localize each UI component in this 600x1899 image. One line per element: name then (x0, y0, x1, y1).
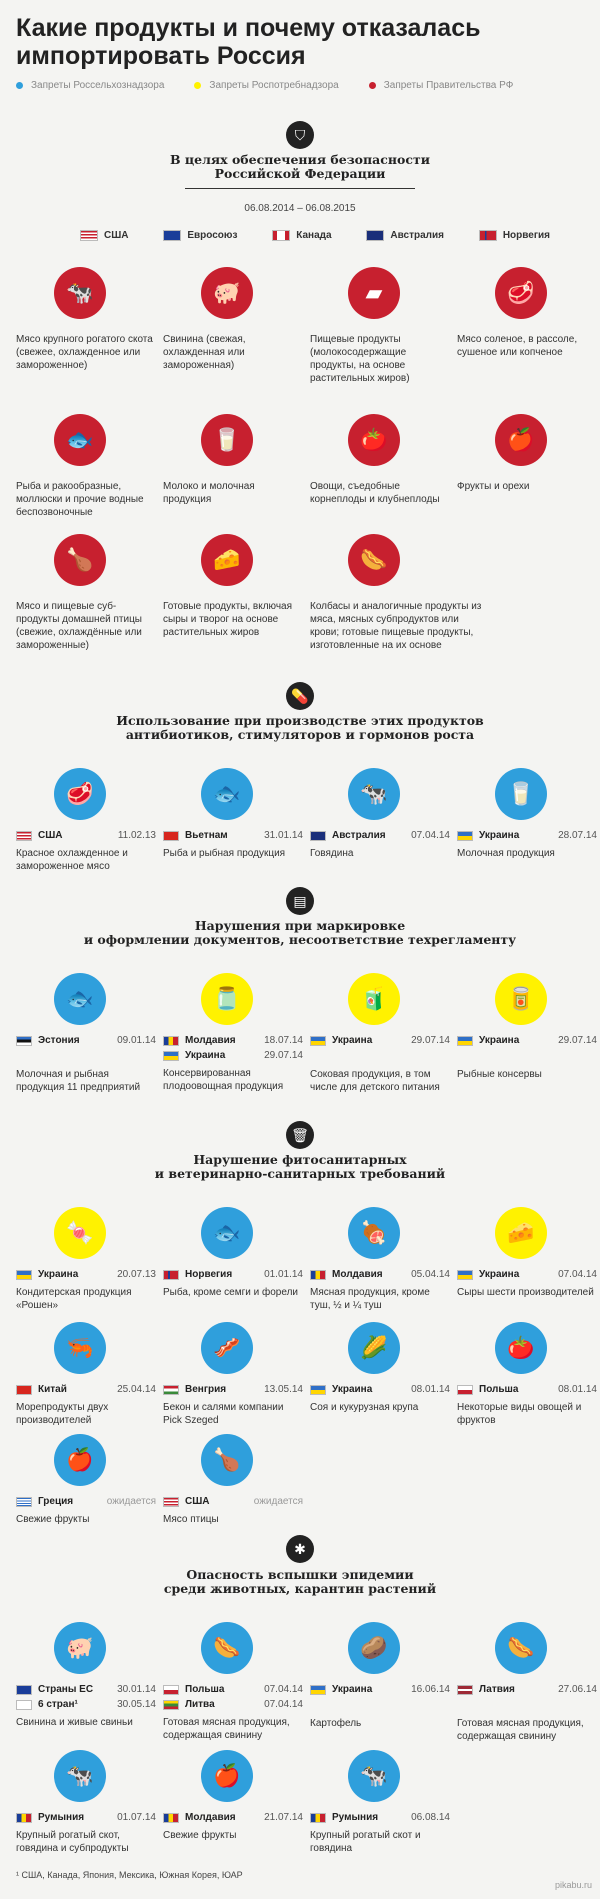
estonia-flag-icon (16, 1036, 32, 1046)
ham-icon: 🍖 (348, 1207, 400, 1259)
legend-item-rosselkhoznadzor (16, 80, 164, 91)
product-desc: Рыбные консервы (457, 1069, 542, 1080)
ban-item (310, 1750, 450, 1855)
product-desc: Фрукты и орехи (457, 481, 530, 492)
fish-icon: 🐟 (201, 768, 253, 820)
australia-flag-icon (310, 831, 326, 841)
apple-icon: 🍎 (54, 1434, 106, 1486)
hungary-flag-icon (163, 1385, 179, 1395)
product-item (163, 414, 303, 506)
product-desc: Крупный рогатый скот, говядина и субпродукты (16, 1830, 129, 1854)
product-desc: Готовые продукты, включая сыры и творог на основе растительных жиров (163, 601, 293, 638)
product-desc: Мясо соленое, в рассоле, сушеное или копченое (457, 334, 578, 358)
ban-item (163, 1434, 303, 1526)
apple-icon: 🍎 (495, 414, 547, 466)
legend-label: Запреты Россельхознадзора (31, 80, 165, 91)
greece-flag-icon (16, 1497, 32, 1507)
country-row: Литва 07.04.14 (163, 1699, 303, 1710)
country-row: Латвия 27.06.14 (457, 1684, 597, 1695)
country-row: Греция ожидается (16, 1496, 156, 1507)
steak-icon: 🥩 (54, 768, 106, 820)
ban-item (310, 973, 450, 1094)
usa-flag-icon (16, 831, 32, 841)
shrimp-icon: 🦐 (54, 1322, 106, 1374)
ban-item (310, 1322, 450, 1414)
potato-icon: 🥔 (348, 1622, 400, 1674)
flag-eu: Евросоюз (163, 230, 237, 241)
legend-item-rospotrebnadzor (194, 80, 338, 91)
product-desc: Соковая продукция, в том числе для детского питания (310, 1069, 440, 1093)
country-row: Украина 29.07.14 (457, 1035, 597, 1046)
eu-flag-icon (163, 230, 181, 241)
romania-flag-icon (16, 1813, 32, 1823)
moldova-flag-icon (310, 1270, 326, 1280)
candy-icon: 🍬 (54, 1207, 106, 1259)
country-row: Китай 25.04.14 (16, 1384, 156, 1395)
pill-icon: 💊 (286, 682, 314, 710)
country-row: Эстония 09.01.14 (16, 1035, 156, 1046)
usa-flag-icon (80, 230, 98, 241)
ukraine-flag-icon (310, 1036, 326, 1046)
product-desc: Мясо птицы (163, 1514, 219, 1525)
country-row: Польша 08.01.14 (457, 1384, 597, 1395)
date-range: 06.08.2014 – 06.08.2015 (244, 203, 356, 214)
legend-item-government (369, 80, 514, 91)
product-desc: Говядина (310, 848, 354, 859)
product-desc: Мясная продукция, кроме туш, ½ и ¼ туш (310, 1287, 430, 1311)
eu-flag-icon (16, 1685, 32, 1695)
footnote: ¹ США, Канада, Япония, Мексика, Южная Корея, ЮАР (16, 1870, 243, 1880)
chicken-icon: 🍗 (201, 1434, 253, 1486)
ban-item (163, 1207, 303, 1299)
chicken-icon: 🍗 (54, 534, 106, 586)
sausage-icon: 🌭 (495, 1622, 547, 1674)
country-row: Румыния 01.07.14 (16, 1812, 156, 1823)
country-row: Румыния 06.08.14 (310, 1812, 450, 1823)
fish-icon: 🐟 (54, 414, 106, 466)
country-row: Страны ЕС 30.01.14 (16, 1684, 156, 1695)
country-row: Норвегия 01.01.14 (163, 1269, 303, 1280)
juice-box-icon: 🧃 (348, 973, 400, 1025)
bacon-icon: 🥓 (201, 1322, 253, 1374)
cow-icon: 🐄 (348, 1750, 400, 1802)
trash-bin-icon: 🗑 (286, 1121, 314, 1149)
romania-flag-icon (310, 1813, 326, 1823)
section-title: Нарушение фитосанитарных и ветеринарно-санитарных требований (154, 1152, 446, 1181)
country-row: США ожидается (163, 1496, 303, 1507)
product-item (16, 267, 156, 372)
product-desc: Готовая мясная продукция, содержащая свинину (163, 1717, 290, 1741)
ukraine-flag-icon (163, 1051, 179, 1061)
flag-norway: Норвегия (479, 230, 550, 241)
product-desc: Пищевые продукты (молокосодержащие продукты, на основе растительных жиров) (310, 334, 410, 384)
vietnam-flag-icon (163, 831, 179, 841)
product-item (16, 534, 156, 652)
product-desc: Овощи, съедобные корнеплоды и клубнеплоды (310, 481, 440, 505)
product-item (310, 414, 450, 506)
product-item (457, 414, 597, 493)
product-desc: Молочная и рыбная продукция 11 предприятий (16, 1069, 141, 1093)
product-desc: Молоко и молочная продукция (163, 481, 255, 505)
ban-item (16, 1622, 156, 1729)
product-desc: Мясо крупного рогатого скота (свежее, охлажденное или замороженное) (16, 334, 153, 371)
butter-icon: ▰ (348, 267, 400, 319)
ban-item (457, 1622, 597, 1743)
poland-flag-icon (163, 1685, 179, 1695)
usa-flag-icon (163, 1497, 179, 1507)
legend (16, 80, 586, 91)
ban-item (310, 1622, 450, 1730)
flag-australia: Австралия (366, 230, 444, 241)
product-desc: Бекон и салями компании Pick Szeged (163, 1402, 284, 1426)
divider (185, 188, 415, 189)
product-desc: Рыба и ракообразные, моллюски и прочие водные беспозвоночные (16, 481, 144, 518)
product-desc: Соя и кукурузная крупа (310, 1402, 419, 1413)
pig-icon: 🐖 (201, 267, 253, 319)
vegetables-icon: 🍅 (348, 414, 400, 466)
country-row: Вьетнам 31.01.14 (163, 830, 303, 841)
ukraine-flag-icon (457, 1036, 473, 1046)
ban-item (457, 973, 597, 1081)
product-item (310, 267, 450, 385)
ban-item (163, 1622, 303, 1742)
sausage-icon: 🌭 (201, 1622, 253, 1674)
legend-label: Запреты Роспотребнадзора (209, 80, 339, 91)
country-row: Украина 08.01.14 (310, 1384, 450, 1395)
product-desc: Морепродукты двух производителей (16, 1402, 109, 1426)
ban-item (16, 768, 156, 873)
country-row: Австралия 07.04.14 (310, 830, 450, 841)
flag-canada: Канада (272, 230, 331, 241)
product-desc: Рыба и рыбная продукция (163, 848, 286, 859)
product-item (163, 534, 303, 639)
country-row: Украина 29.07.14 (310, 1035, 450, 1046)
country-row: Польша 07.04.14 (163, 1684, 303, 1695)
product-item (163, 267, 303, 372)
yellow-dot-icon (194, 82, 201, 89)
ban-item (16, 1750, 156, 1855)
virus-icon: ✱ (286, 1535, 314, 1563)
product-desc: Молочная продукция (457, 848, 555, 859)
ban-item (16, 1207, 156, 1312)
ban-item (457, 1322, 597, 1427)
section-title: Нарушения при маркировке и оформлении документов, несоответствие техрегламенту (83, 918, 517, 947)
cow-icon: 🐄 (348, 768, 400, 820)
product-desc: Консервированная плодоовощная продукция (163, 1068, 284, 1092)
section-title: В целях обеспечения безопасности Российской Федерации (170, 152, 430, 181)
country-row: 6 стран¹ 30.05.14 (16, 1699, 156, 1710)
product-desc: Готовая мясная продукция, содержащая свинину (457, 1718, 584, 1742)
product-desc: Свинина (свежая, охлажденная или замороженная) (163, 334, 246, 371)
ban-item (163, 1322, 303, 1427)
country-row: США 11.02.13 (16, 830, 156, 841)
norway-flag-icon (163, 1270, 179, 1280)
country-row: Украина 29.07.14 (163, 1050, 303, 1061)
ukraine-flag-icon (310, 1685, 326, 1695)
country-row: Венгрия 13.05.14 (163, 1384, 303, 1395)
product-desc: Свинина и живые свиньи (16, 1717, 133, 1728)
vegetables-icon: 🍅 (495, 1322, 547, 1374)
ukraine-flag-icon (16, 1270, 32, 1280)
cow-icon: 🐄 (54, 267, 106, 319)
product-desc: Рыба, кроме семги и форели (163, 1287, 298, 1298)
product-desc: Некоторые виды овощей и фруктов (457, 1402, 582, 1426)
cheese-icon: 🧀 (495, 1207, 547, 1259)
product-desc: Сыры шести производителей (457, 1287, 594, 1298)
legend-label: Запреты Правительства РФ (383, 80, 514, 91)
ban-item (163, 973, 303, 1093)
document-icon: ▤ (286, 887, 314, 915)
canned-fish-icon: 🥫 (495, 973, 547, 1025)
latvia-flag-icon (457, 1685, 473, 1695)
milk-icon: 🥛 (201, 414, 253, 466)
moldova-flag-icon (163, 1813, 179, 1823)
sausage-icon: 🌭 (348, 534, 400, 586)
ban-item (16, 1434, 156, 1526)
watermark: pikabu.ru (554, 1880, 592, 1890)
milk-fish-icon: 🐟 (54, 973, 106, 1025)
product-desc: Кондитерская продукция «Рошен» (16, 1287, 132, 1311)
product-desc: Красное охлажденное и замороженное мясо (16, 848, 128, 872)
ban-item (163, 1750, 303, 1842)
jar-icon: 🫙 (201, 973, 253, 1025)
ban-item (457, 768, 597, 860)
fish-icon: 🐟 (201, 1207, 253, 1259)
country-row: Украина 07.04.14 (457, 1269, 597, 1280)
norway-flag-icon (479, 230, 497, 241)
country-row: Молдавия 18.07.14 (163, 1035, 303, 1046)
product-item (457, 267, 597, 359)
canada-flag-icon (272, 230, 290, 241)
ukraine-flag-icon (457, 1270, 473, 1280)
section-title: Опасность вспышки эпидемии среди животных, карантин растений (163, 1567, 437, 1596)
apple-icon: 🍎 (201, 1750, 253, 1802)
product-desc: Свежие фрукты (16, 1514, 90, 1525)
cow-icon: 🐄 (54, 1750, 106, 1802)
flag-usa: США (80, 230, 129, 241)
shield-icon: ⛉ (286, 121, 314, 149)
country-row: Молдавия 05.04.14 (310, 1269, 450, 1280)
country-row: Молдавия 21.07.14 (163, 1812, 303, 1823)
steak-icon: 🥩 (495, 267, 547, 319)
country-row: Украина 28.07.14 (457, 830, 597, 841)
pig-icon: 🐖 (54, 1622, 106, 1674)
cheese-icon: 🧀 (201, 534, 253, 586)
ban-item (310, 1207, 450, 1312)
lithuania-flag-icon (163, 1700, 179, 1710)
product-desc: Мясо и пищевые суб-продукты домашней птицы (свежие, охлаждённые или замороженные) (16, 601, 142, 651)
product-desc: Колбасы и аналогичные продукты из мяса, мясных субпродуктов или крови; готовые пищевые продукты, изготовленные на их основе (310, 601, 482, 651)
ukraine-flag-icon (310, 1385, 326, 1395)
product-desc: Крупный рогатый скот и говядина (310, 1830, 421, 1854)
poland-flag-icon (457, 1385, 473, 1395)
product-item (310, 534, 490, 652)
page-title: Какие продукты и почему отказалась импортировать Россия (16, 14, 481, 70)
section-title: Использование при производстве этих продуктов антибиотиков, стимуляторов и гормонов роста (116, 713, 484, 742)
soy-icon: 🌽 (348, 1322, 400, 1374)
blank-flag-icon (16, 1700, 32, 1710)
ban-item (16, 973, 156, 1094)
australia-flag-icon (366, 230, 384, 241)
country-row: Украина 20.07.13 (16, 1269, 156, 1280)
ban-item (457, 1207, 597, 1299)
china-flag-icon (16, 1385, 32, 1395)
ukraine-flag-icon (457, 831, 473, 841)
product-desc: Свежие фрукты (163, 1830, 237, 1841)
ban-item (163, 768, 303, 860)
milk-icon: 🥛 (495, 768, 547, 820)
blue-dot-icon (16, 82, 23, 89)
country-flags (80, 230, 550, 241)
moldova-flag-icon (163, 1036, 179, 1046)
country-row: Украина 16.06.14 (310, 1684, 450, 1695)
product-desc: Картофель (310, 1718, 362, 1729)
ban-item (16, 1322, 156, 1427)
ban-item (310, 768, 450, 860)
product-item (16, 414, 156, 519)
red-dot-icon (369, 82, 376, 89)
